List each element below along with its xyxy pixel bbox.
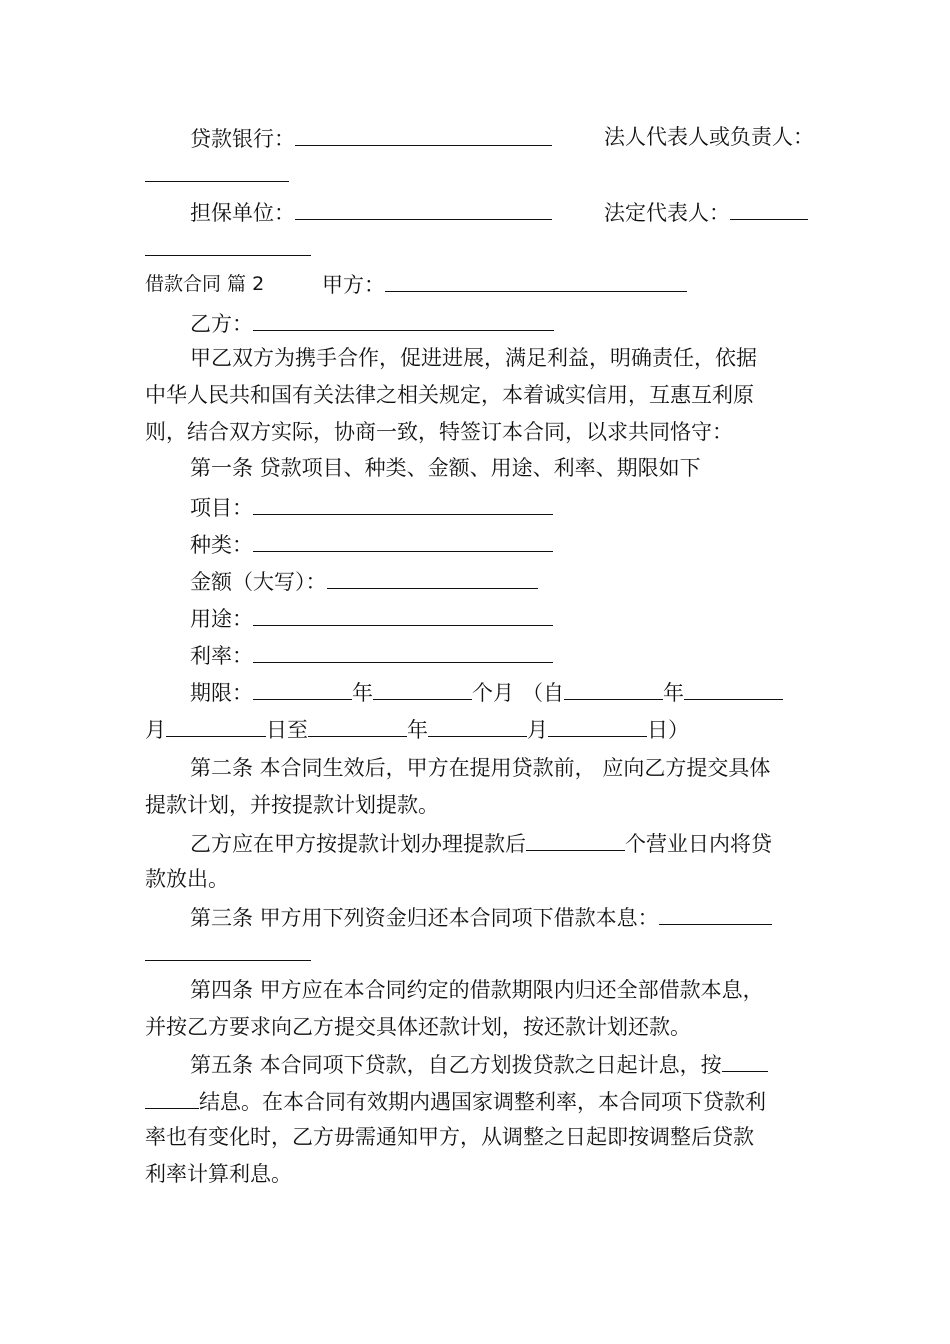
article2-p2-line-1 xyxy=(190,827,772,857)
contract-title: 借款合同 篇 2 xyxy=(145,273,265,295)
bank-label: 贷款银行： xyxy=(190,127,295,151)
item-line xyxy=(190,491,553,521)
term-months-blank[interactable] xyxy=(373,676,472,700)
purpose-blank[interactable] xyxy=(253,602,553,626)
end-month-unit: 月 xyxy=(527,718,548,742)
legal-rep-blank-line-2 xyxy=(145,232,311,262)
party-b-label: 乙方： xyxy=(190,312,253,336)
preamble-line-2: 中华人民共和国有关法律之相关规定，本着诚实信用，互惠互利原 xyxy=(145,383,754,407)
term-line-2 xyxy=(145,713,689,743)
amount-label: 金额（大写）： xyxy=(190,570,327,594)
article4-line-2: 并按乙方要求向乙方提交具体还款计划，按还款计划还款。 xyxy=(145,1015,691,1039)
purpose-line xyxy=(190,602,553,632)
guarantor-line xyxy=(190,196,552,226)
legal-rep-or-head-line xyxy=(604,122,814,152)
article5-text-1: 第五条 本合同项下贷款，自乙方划拨贷款之日起计息，按 xyxy=(190,1053,722,1077)
settlement-method-blank-2[interactable] xyxy=(145,1085,199,1109)
legal-rep-line xyxy=(604,196,808,226)
start-year-unit: 年 xyxy=(663,681,684,705)
item-blank[interactable] xyxy=(253,491,553,515)
purpose-label: 用途： xyxy=(190,607,253,631)
rate-label: 利率： xyxy=(190,644,253,668)
guarantor-blank[interactable] xyxy=(295,196,552,220)
party-a-label: 甲方： xyxy=(322,273,385,297)
article5-line-1 xyxy=(190,1048,768,1078)
legal-rep-blank[interactable] xyxy=(730,196,808,220)
item-label: 项目： xyxy=(190,496,253,520)
end-year-blank[interactable] xyxy=(308,713,407,737)
article3-blank-line-2 xyxy=(145,937,311,967)
bank-line xyxy=(190,122,552,152)
bank-blank[interactable] xyxy=(295,122,552,146)
rate-blank[interactable] xyxy=(253,639,553,663)
rate-line xyxy=(190,639,553,669)
legal-rep-blank-2[interactable] xyxy=(145,232,311,256)
business-days-blank[interactable] xyxy=(526,827,625,851)
party-a-line xyxy=(322,268,687,298)
start-day-blank[interactable] xyxy=(166,713,266,737)
term-from-label: （自 xyxy=(522,681,564,705)
start-year-blank[interactable] xyxy=(564,676,663,700)
article2-p2-start: 乙方应在甲方按提款计划办理提款后 xyxy=(190,832,526,856)
type-line xyxy=(190,528,553,558)
article5-line-2 xyxy=(145,1085,766,1115)
end-year-unit: 年 xyxy=(407,718,428,742)
start-month-blank[interactable] xyxy=(684,676,783,700)
preamble-line-1: 甲乙双方为携手合作，促进进展，满足利益，明确责任，依据 xyxy=(190,346,757,370)
end-month-blank[interactable] xyxy=(428,713,527,737)
party-b-blank[interactable] xyxy=(253,307,554,331)
guarantor-label: 担保单位： xyxy=(190,201,295,225)
article5-text-2: 结息。在本合同有效期内遇国家调整利率，本合同项下贷款利 xyxy=(199,1090,766,1114)
type-label: 种类： xyxy=(190,533,253,557)
day-to-label: 日至 xyxy=(266,718,308,742)
repayment-source-blank[interactable] xyxy=(659,901,772,925)
legal-rep-or-head-label: 法人代表人或负责人： xyxy=(604,125,814,149)
article2-p2-end: 个营业日内将贷 xyxy=(625,832,772,856)
legal-rep-label: 法定代表人： xyxy=(604,201,730,225)
term-years-blank[interactable] xyxy=(253,676,352,700)
article4-line-1: 第四条 甲方应在本合同约定的借款期限内归还全部借款本息， xyxy=(190,978,764,1002)
amount-blank[interactable] xyxy=(327,565,538,589)
article2-p2-line-2: 款放出。 xyxy=(145,867,229,891)
term-line-1 xyxy=(190,676,783,706)
start-month-unit: 月 xyxy=(145,718,166,742)
article5-line-3: 率也有变化时，乙方毋需通知甲方，从调整之日起即按调整后贷款 xyxy=(145,1125,754,1149)
term-label: 期限： xyxy=(190,681,253,705)
article5-line-4: 利率计算利息。 xyxy=(145,1162,292,1186)
legal-rep-or-head-blank-line xyxy=(145,158,289,188)
amount-line xyxy=(190,565,538,595)
legal-rep-or-head-blank[interactable] xyxy=(145,158,289,182)
repayment-source-blank-2[interactable] xyxy=(145,937,311,961)
end-day-blank[interactable] xyxy=(548,713,647,737)
party-a-blank[interactable] xyxy=(385,268,687,292)
term-year-unit: 年 xyxy=(352,681,373,705)
contract-title-line xyxy=(145,268,264,298)
settlement-method-blank[interactable] xyxy=(722,1048,768,1072)
type-blank[interactable] xyxy=(253,528,553,552)
article1-heading: 第一条 贷款项目、种类、金额、用途、利率、期限如下 xyxy=(190,456,701,480)
article2-line-2: 提款计划，并按提款计划提款。 xyxy=(145,793,439,817)
party-b-line xyxy=(190,307,554,337)
article2-line-1: 第二条 本合同生效后，甲方在提用贷款前， 应向乙方提交具体 xyxy=(190,756,771,780)
article3-line xyxy=(190,901,772,931)
close-day-label: 日） xyxy=(647,718,689,742)
preamble-line-3: 则，结合双方实际，协商一致，特签订本合同，以求共同恪守： xyxy=(145,420,733,444)
article3-text: 第三条 甲方用下列资金归还本合同项下借款本息： xyxy=(190,906,659,930)
term-months-unit: 个月 xyxy=(472,681,514,705)
